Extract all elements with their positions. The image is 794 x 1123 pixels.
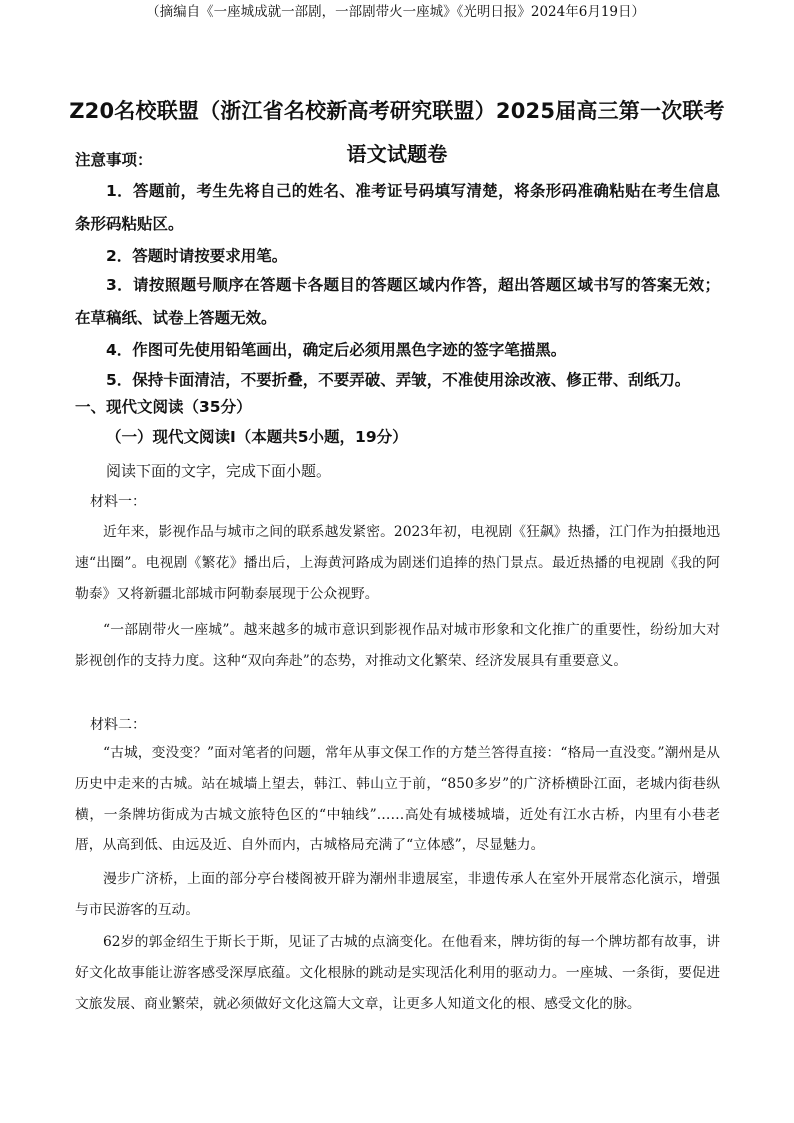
note-item-3: 3．请按照题号顺序在答题卡各题目的答题区域内作答，超出答题区域书写的答案无效；在草稿纸、试卷上答题无效。: [75, 276, 720, 327]
material-1-source: （摘编自《一座城成就一部剧，一部剧带火一座城》《光明日报》2024年6月19日）: [146, 4, 645, 20]
note-item-5: 5．保持卡面清洁，不要折叠，不要弄破、弄皱，不准使用涂改液、修正带、刮纸刀。: [106, 371, 691, 389]
material-2-paragraph-1: “古城，变没变？”面对笔者的问题，常年从事文保工作的方楚兰答得直接：“格局一直没变。”潮州是从历史中走来的古城。站在城墙上望去，韩江、韩山立于前，“850多岁”的广济桥横卧江面，老城内街巷纵横，一条牌坊街成为古城文旅特色区的“中轴线”……高处有城楼城墙，近处有江水古桥，内里有小巷老厝，从高到低、由远及近、自外而内，古城格局充满了“立体感”，尽显魅力。: [75, 745, 720, 854]
material-1-paragraph-1: 近年来，影视作品与城市之间的联系越发紧密。2023年初，电视剧《狂飙》热播，江门作为拍摄地迅速“出圈”。电视剧《繁花》播出后，上海黄河路成为剧迷们追捧的热门景点。最近热播的电视剧《我的阿勒泰》又将新疆北部城市阿勒泰展现于公众视野。: [75, 524, 720, 602]
material-1-label: 材料一：: [90, 494, 146, 510]
reading-instruction: 阅读下面的文字，完成下面小题。: [106, 462, 332, 480]
note-item-1: 1．答题前，考生先将自己的姓名、准考证号码填写清楚，将条形码准确粘贴在考生信息条形码粘贴区。: [75, 182, 720, 233]
page-subtitle: 语文试题卷: [346, 142, 448, 166]
note-item-4: 4．作图可先使用铅笔画出，确定后必须用黑色字迹的签字笔描黑。: [106, 341, 567, 359]
material-2-paragraph-3: 62岁的郭金绍生于斯长于斯，见证了古城的点滴变化。在他看来，牌坊街的每一个牌坊都有故事，讲好文化故事能让游客感受深厚底蕴。文化根脉的跳动是实现活化利用的驱动力。一座城、一条街，要促进文旅发展、商业繁荣，就必须做好文化这篇大文章，让更多人知道文化的根、感受文化的脉。: [75, 934, 720, 1012]
material-2-label: 材料二：: [90, 717, 146, 733]
material-2-paragraph-2: 漫步广济桥，上面的部分亭台楼阁被开辟为潮州非遗展室，非遗传承人在室外开展常态化演示，增强与市民游客的互动。: [75, 871, 720, 918]
material-1-paragraph-2: “一部剧带火一座城”。越来越多的城市意识到影视作品对城市形象和文化推广的重要性，纷纷加大对影视创作的支持力度。这种“双向奔赴”的态势，对推动文化繁荣、经济发展具有重要意义。: [75, 622, 720, 669]
page-title: Z20名校联盟（浙江省名校新高考研究联盟）2025届高三第一次联考: [69, 99, 725, 123]
section-subheading: （一）现代文阅读Ⅰ（本题共5小题，19分）: [106, 428, 408, 446]
section-heading: 一、现代文阅读（35分）: [75, 398, 252, 416]
notes-heading: 注意事项：: [75, 151, 153, 169]
note-item-2: 2．答题时请按要求用笔。: [106, 247, 288, 265]
